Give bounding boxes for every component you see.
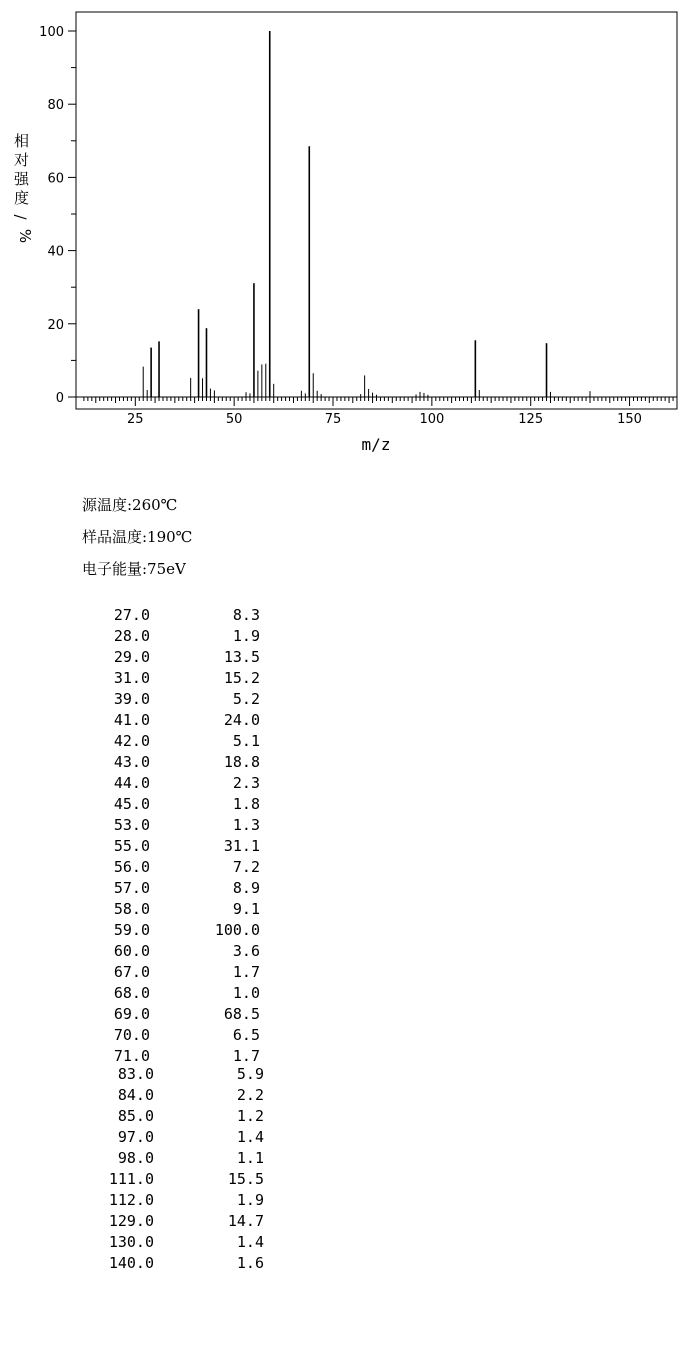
peak-mz: 39.0 (113, 690, 150, 708)
peak-mz: 27.0 (113, 606, 150, 624)
peak-row (0, 1106, 300, 1126)
peak-row (0, 626, 300, 646)
peak-row (0, 983, 300, 1003)
peak-row (0, 1253, 300, 1273)
peak-intensity: 13.5 (223, 648, 260, 666)
peak-mz: 140.0 (108, 1254, 154, 1272)
y-tick-label: 80 (47, 98, 64, 114)
peak-mz: 71.0 (113, 1047, 150, 1065)
mass-spectrum-chart (0, 0, 687, 470)
peak-mz: 43.0 (113, 753, 150, 771)
peak-row (0, 857, 300, 877)
x-tick-label: 50 (225, 412, 243, 427)
peak-mz: 85.0 (117, 1107, 154, 1125)
y-tick-label: 60 (47, 171, 64, 187)
peak-mz: 112.0 (108, 1191, 154, 1209)
peak-intensity: 68.5 (223, 1005, 260, 1023)
peak-intensity: 5.2 (232, 690, 260, 708)
peak-mz: 57.0 (113, 879, 150, 897)
peak-row (0, 941, 300, 961)
peak-mz: 84.0 (117, 1086, 154, 1104)
x-tick-label: 150 (617, 412, 642, 427)
peak-mz: 55.0 (113, 837, 150, 855)
sample-temperature: 样品温度:190℃ (82, 528, 193, 546)
peak-mz: 129.0 (108, 1212, 154, 1230)
peak-mz: 45.0 (113, 795, 150, 813)
y-tick-label: 100 (39, 25, 64, 40)
peak-intensity: 18.8 (223, 753, 260, 771)
source-temperature: 源温度:260℃ (82, 496, 178, 514)
x-tick-label: 100 (419, 412, 445, 427)
peak-row (0, 1064, 300, 1084)
plot-frame (76, 12, 677, 409)
peak-mz: 83.0 (117, 1065, 154, 1083)
peak-row (0, 1127, 300, 1147)
peak-row (0, 1169, 300, 1189)
peak-mz: 69.0 (113, 1005, 150, 1023)
peak-intensity: 5.1 (232, 732, 260, 750)
x-axis-ticks (76, 397, 677, 427)
peak-row (0, 1046, 300, 1066)
peak-intensity: 6.5 (232, 1026, 260, 1044)
peak-row (0, 920, 300, 940)
peak-intensity: 100.0 (214, 921, 260, 939)
peak-intensity: 24.0 (223, 711, 260, 729)
peak-row (0, 773, 300, 793)
y-axis-label-char: / (11, 214, 30, 220)
peak-row (0, 794, 300, 814)
peak-mz: 53.0 (113, 816, 150, 834)
peak-mz: 29.0 (113, 648, 150, 666)
peak-intensity: 7.2 (232, 858, 260, 876)
peak-mz: 41.0 (113, 711, 150, 729)
peak-intensity: 1.4 (236, 1128, 264, 1146)
peak-row (0, 1004, 300, 1024)
peak-intensity: 8.9 (232, 879, 260, 897)
peak-intensity: 8.3 (232, 606, 260, 624)
peak-intensity: 1.8 (232, 795, 260, 813)
peak-row (0, 689, 300, 709)
peak-mz: 111.0 (108, 1170, 154, 1188)
peak-intensity: 2.3 (232, 774, 260, 792)
y-tick-label: 40 (47, 244, 64, 260)
peak-mz: 97.0 (117, 1128, 154, 1146)
peak-intensity: 9.1 (232, 900, 260, 918)
peak-mz: 130.0 (108, 1233, 154, 1251)
peak-intensity: 15.5 (227, 1170, 264, 1188)
peak-mz: 60.0 (113, 942, 150, 960)
peak-intensity: 1.6 (236, 1254, 264, 1272)
peak-mz: 28.0 (113, 627, 150, 645)
spectrum-peaks (143, 31, 590, 397)
peak-intensity: 1.1 (236, 1149, 264, 1167)
peak-row (0, 710, 300, 730)
peak-mz: 59.0 (113, 921, 150, 939)
peak-intensity: 5.9 (236, 1065, 264, 1083)
y-axis-label-char: % (16, 228, 35, 244)
peak-mz: 98.0 (117, 1149, 154, 1167)
peak-mz: 42.0 (113, 732, 150, 750)
peak-row (0, 1025, 300, 1045)
x-tick-label: 25 (127, 412, 144, 427)
peak-row (0, 731, 300, 751)
y-axis-label-char: 对 (14, 151, 30, 169)
peak-intensity: 1.0 (232, 984, 260, 1002)
y-axis-ticks (39, 25, 76, 406)
peak-mz: 68.0 (113, 984, 150, 1002)
peak-intensity: 15.2 (223, 669, 260, 687)
peak-mz: 67.0 (113, 963, 150, 981)
peak-row (0, 647, 300, 667)
peak-mz: 56.0 (113, 858, 150, 876)
y-tick-label: 0 (55, 391, 64, 406)
peak-row (0, 1190, 300, 1210)
peak-row (0, 1211, 300, 1231)
y-tick-label: 20 (47, 317, 64, 333)
peak-row (0, 836, 300, 856)
peak-intensity: 1.9 (232, 627, 260, 645)
peak-mz: 31.0 (113, 669, 150, 687)
peak-mz: 58.0 (113, 900, 150, 918)
peak-intensity: 14.7 (227, 1212, 264, 1230)
peak-intensity: 1.7 (232, 1047, 260, 1065)
peak-row (0, 878, 300, 898)
y-axis-label-char: 相 (14, 132, 30, 150)
peak-row (0, 1148, 300, 1168)
peak-intensity: 3.6 (232, 942, 260, 960)
peak-row (0, 815, 300, 835)
y-axis-label-char: 强 (14, 170, 30, 188)
peak-intensity: 2.2 (236, 1086, 264, 1104)
x-tick-label: 125 (518, 412, 544, 427)
peak-row (0, 668, 300, 688)
peak-intensity: 1.3 (232, 816, 260, 834)
peak-mz: 44.0 (113, 774, 150, 792)
peak-row (0, 1085, 300, 1105)
peak-row (0, 899, 300, 919)
peak-intensity: 31.1 (223, 837, 260, 855)
peak-intensity: 1.4 (236, 1233, 264, 1251)
peak-intensity: 1.7 (232, 963, 260, 981)
x-tick-label: 75 (324, 412, 342, 427)
peak-mz: 70.0 (113, 1026, 150, 1044)
peak-row (0, 962, 300, 982)
y-axis-label-char: 度 (14, 189, 30, 207)
peak-row (0, 1232, 300, 1252)
x-axis-label: m/z (361, 435, 391, 454)
peak-intensity: 1.9 (236, 1191, 264, 1209)
electron-energy: 电子能量:75eV (82, 560, 186, 578)
peak-intensity: 1.2 (236, 1107, 264, 1125)
peak-row (0, 605, 300, 625)
peak-row (0, 752, 300, 772)
